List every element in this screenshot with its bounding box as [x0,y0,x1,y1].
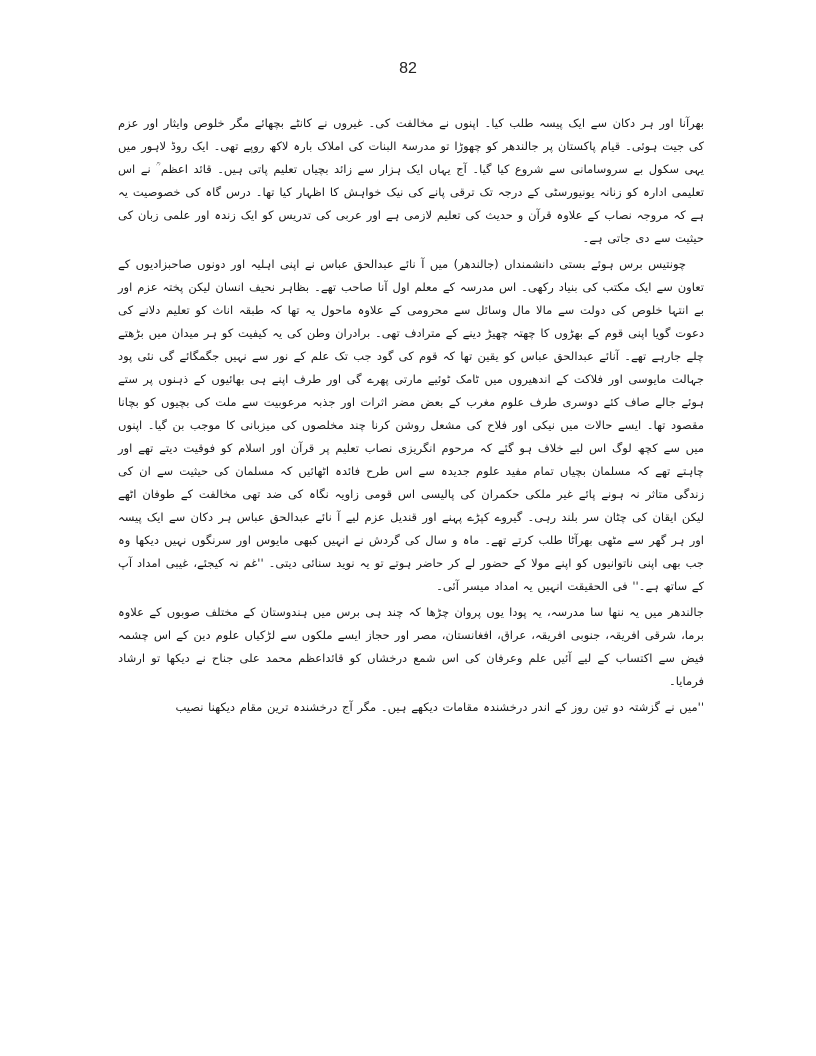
paragraph-3: جالندھر میں یہ ننھا سا مدرسہ، یہ پودا یوں پروان چڑھا کہ چند ہی برس میں ہندوستان کے مختلف صوبوں کے علاوہ برما، شرقی افریقہ، جنوبی افریقہ، عراق، افغانستان، مصر اور حجاز ایسے ملکوں سے لڑکیاں علوم دین کے اس چشمہ فیض سے اکتساب کے لیے آئیں علم وعرفان کی اس شمع درخشاں کو قائداعظم محمد علی جناح نے دیکھا تو ارشاد فرمایا۔ [118,605,704,688]
document-body [118,112,704,722]
paragraph-4: ''میں نے گزشتہ دو تین روز کے اندر درخشندہ مقامات دیکھے ہیں۔ مگر آج درخشندہ ترین مقام دیکھنا نصیب [175,700,704,714]
paragraph-1: بھرآنا اور ہر دکان سے ایک پیسہ طلب کیا۔ اپنوں نے مخالفت کی۔ غیروں نے کانٹے بچھائے مگر خلوص وایثار اور عزم کی جیت ہوئی۔ قیام پاکستان پر جالندھر کو چھوڑا تو مدرسۃ البنات کی املاک بارہ لاکھ روپے تھی۔ ایک روڈ لاہور میں یہی سکول بے سروسامانی سے شروع کیا گیا۔ آج یہاں ایک ہزار سے زائد بچیاں تعلیم پاتی ہیں۔ قائد اعظم ؒ نے اس تعلیمی ادارہ کو زنانہ یونیورسٹی کے درجہ تک ترقی پانے کی نیک خواہش کا اظہار کیا تھا۔ درس گاہ کی خصوصیت یہ ہے کہ مروجہ نصاب کے علاوہ قرآن و حدیث کی تعلیم لازمی ہے اور عربی کی تدریس کو ایک زندہ اور علمی زبان کی حیثیت سے دی جاتی ہے۔ [118,116,704,245]
paragraph-2: چونتیس برس ہوئے بستی دانشمنداں (جالندھر) میں آ نائے عبدالحق عباس نے اپنی اہلیہ اور دونوں صاحبزادیوں کے تعاون سے ایک مکتب کی بنیاد رکھی۔ اس مدرسہ کے معلم اول آنا صاحب تھے۔ بظاہر نحیف انسان لیکن پختہ عزم اور بے انتہا خلوص کی دولت سے مالا مال وسائل سے محرومی کے علاوہ ماحول یہ تھا کہ طبقہ اناث کو تعلیم دلانے کی دعوت گویا اپنی قوم کے بھڑوں کا چھتہ چھیڑ دینے کے مترادف تھی۔ برادران وطن کی یہ کیفیت کو ہر میدان میں بڑھتے چلے جارہے تھے۔ آنائے عبدالحق عباس کو یقین تھا کہ قوم کی گود جب تک علم کے نور سے نہیں جگمگائے گی نئی پود جہالت مایوسی اور فلاکت کے اندھیروں میں ٹامک ٹوئیے مارتی پھرے گی اور طرف اپنے ہی بھائیوں کے ذہنوں پر ستے ہوئے جالے صاف کئے دوسری طرف علوم مغرب کے بعض مضر اثرات اور جذبہ مرعوبیت سے ملت کی بچیوں کو بچانا مقصود تھا۔ ایسے حالات میں نیکی اور فلاح کی مشعل روشن کرنا چند مخلصوں کی میزبانی کا موجب بن گیا۔ اپنوں میں سے کچھ لوگ اس لیے خلاف ہو گئے کہ مرحوم انگریزی نصاب تعلیم پر قرآن اور اسلام کو فوقیت دیتے تھے اور چاہتے تھے کہ مسلمان بچیاں تمام مفید علوم جدیدہ سے اس طرح فائدہ اٹھائیں کہ مسلمان کی حیثیت سے ان کی زندگی متاثر نہ ہونے پائے غیر ملکی حکمران کی پالیسی اس قومی زاویہ نگاہ کی ضد تھی مخالفت کے طوفان اٹھے لیکن ایقان کی چٹان سر بلند رہی۔ گیروے کپڑے پہنے اور قندیل عزم لیے آ نائے عبدالحق عباس ہر دکان سے ایک پیسہ اور ہر گھر سے مٹھی بھرآٹا طلب کرتے تھے۔ ماہ و سال کی گردش نے انہیں کبھی مایوس اور سرنگوں نہیں دیکھا وہ جب بھی اپنی ناتوانیوں کو اپنے مولا کے حضور لے کر حاضر ہوتے تو یہ نوید سنائی دیتی۔ ''غم نہ کیجئے، غیبی امداد آپ کے ساتھ ہے۔'' فی الحقیقت انہیں یہ امداد میسر آئی۔ [118,257,704,593]
page-number: 82 [399,60,417,77]
